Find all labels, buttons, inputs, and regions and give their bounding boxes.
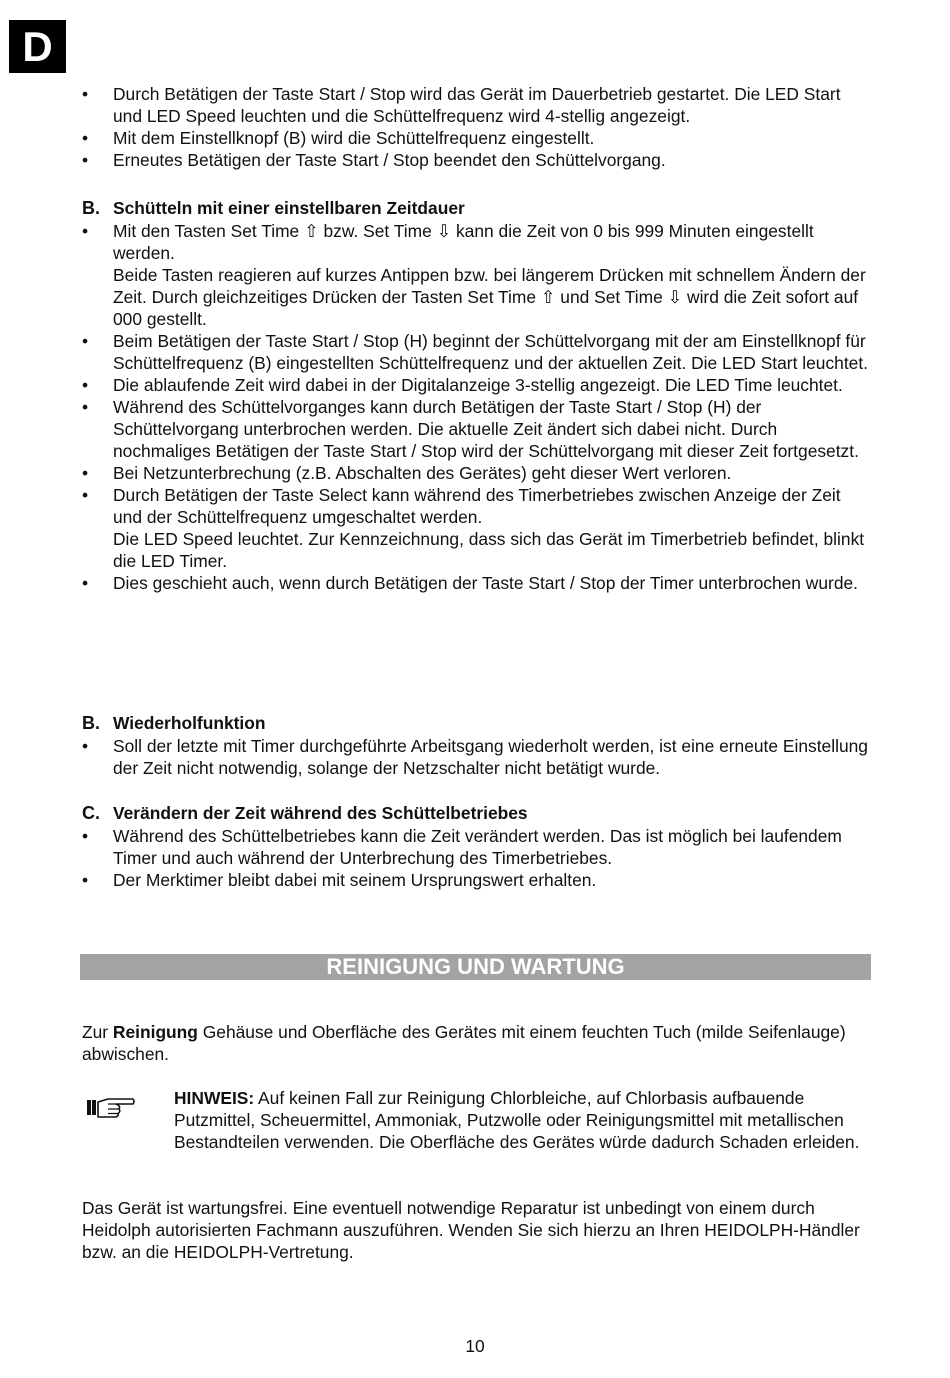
section-heading-change-time [82, 802, 874, 824]
text-run: Durch Betätigen der Taste Select kann während des Timerbetriebes zwischen Anzeige der Zeit und der Schüttelfrequenz umgeschaltet werden. [113, 485, 841, 527]
change-time-bullet-list [82, 825, 874, 891]
timed-shaking-bullet-list [82, 220, 874, 594]
text-run: Gehäuse und Oberfläche des Gerätes mit einem feuchten Tuch (milde Seifenlauge) abwischen. [82, 1022, 846, 1064]
arrow-down-icon: ⇩ [436, 221, 452, 241]
arrow-up-icon: ⇧ [304, 221, 319, 241]
list-item [82, 220, 874, 330]
note-text: Auf keinen Fall zur Reinigung Chlorbleiche, auf Chlorbasis aufbauende Putzmittel, Scheuermittel, Ammoniak, Putzwolle oder Reinigungsmittel mit metallischen Bestandteilen verwenden. Die Oberfläche des Gerätes würde dadurch Schaden erleiden. [174, 1088, 860, 1152]
section-title: Wiederholfunktion [113, 713, 266, 733]
language-tab: D [9, 20, 66, 73]
text-run: Zur [82, 1022, 113, 1042]
list-item: • Mit dem Einstellknopf (B) wird die Schüttelfrequenz eingestellt. [82, 127, 874, 149]
cleaning-maintenance-banner: REINIGUNG UND WARTUNG [80, 954, 871, 980]
section-title: Verändern der Zeit während des Schüttelbetriebes [113, 803, 528, 823]
page-number: 10 [465, 1336, 485, 1356]
list-item: • Soll der letzte mit Timer durchgeführte Arbeitsgang wiederholt werden, ist eine erneute Einstellung der Zeit nicht notwendig, solange der Netzschalter nicht betätigt wurde. [82, 735, 874, 779]
repeat-function-bullet-list [82, 735, 874, 779]
text-run: Beide Tasten reagieren auf kurzes Antippen bzw. bei längerem Drücken mit schnellem Ändern der Zeit. Durch gleichzeitiges Drücken der Tasten Set Time [113, 265, 866, 307]
cleaning-paragraph [82, 1021, 874, 1065]
text-run: und Set Time [555, 287, 668, 307]
list-item [82, 484, 874, 572]
list-item: • Erneutes Betätigen der Taste Start / Stop beendet den Schüttelvorgang. [82, 149, 874, 171]
section-letter: B. [82, 713, 100, 733]
text-run: wird die Zeit sofort auf 000 gestellt. [113, 287, 859, 329]
list-item: • Während des Schüttelvorganges kann durch Betätigen der Taste Start / Stop (H) der Schüttelvorgang unterbrochen werden. Die aktuelle Zeit ändert sich dabei nicht. Durch nochmaliges Betätigen der Taste Start / Stop wird der Schüttelvorgang mit dieser Zeit fortgesetzt. [82, 396, 874, 462]
text-run: Mit den Tasten Set Time [113, 221, 305, 241]
text-run: Die LED Speed leuchtet. Zur Kennzeichnung, dass sich das Gerät im Timerbetrieb befindet, blinkt die LED Timer. [113, 529, 865, 571]
section-title: Schütteln mit einer einstellbaren Zeitdauer [113, 198, 465, 218]
list-item: • Bei Netzunterbrechung (z.B. Abschalten des Gerätes) geht dieser Wert verloren. [82, 462, 874, 484]
list-item: • Während des Schüttelbetriebes kann die Zeit verändert werden. Das ist möglich bei laufendem Timer und auch während der Unterbrechung des Timerbetriebes. [82, 825, 874, 869]
list-item: • Der Merktimer bleibt dabei mit seinem Ursprungswert erhalten. [82, 869, 874, 891]
maintenance-paragraph: Das Gerät ist wartungsfrei. Eine eventuell notwendige Reparatur ist unbedingt von einem durch Heidolph autorisierten Fachmann auszuführen. Wenden Sie sich hierzu an Ihren HEIDOLPH-Händler bzw. an die HEIDOLPH-Vertretung. [82, 1198, 860, 1262]
list-item: • Beim Betätigen der Taste Start / Stop (H) beginnt der Schüttelvorgang mit der am Einstellknopf für Schüttelfrequenz (B) eingestellten Schüttelfrequenz und der aktuellen Zeit. Die LED Start leuchtet. [82, 330, 874, 374]
section-heading-timed-shaking [82, 197, 874, 219]
arrow-up-icon: ⇧ [540, 287, 556, 307]
section-letter: B. [82, 198, 100, 218]
list-item: • Dies geschieht auch, wenn durch Betätigen der Taste Start / Stop der Timer unterbrochen wurde. [82, 572, 874, 594]
list-item: • Durch Betätigen der Taste Start / Stop wird das Gerät im Dauerbetrieb gestartet. Die LED Start und LED Speed leuchten und die Schüttelfrequenz wird 4-stellig angezeigt. [82, 83, 874, 127]
section-heading-repeat-function [82, 712, 874, 734]
warning-note [174, 1087, 874, 1153]
note-label: HINWEIS: [174, 1088, 255, 1108]
pointing-hand-icon [86, 1094, 136, 1120]
intro-bullet-list [82, 83, 874, 171]
section-letter: C. [82, 803, 100, 823]
text-run: bzw. Set Time [318, 221, 437, 241]
emphasis: Reinigung [112, 1022, 198, 1042]
list-item: • Die ablaufende Zeit wird dabei in der Digitalanzeige 3-stellig angezeigt. Die LED Time leuchtet. [82, 374, 874, 396]
text-run: kann die Zeit von 0 bis 999 Minuten eingestellt werden. [113, 221, 814, 263]
arrow-down-icon: ⇩ [667, 287, 683, 307]
